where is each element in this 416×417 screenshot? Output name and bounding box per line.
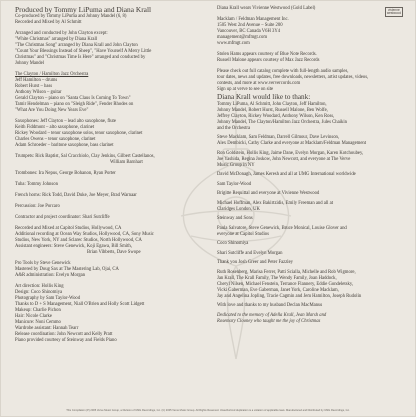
recording-line: Recorded and Mixed at Capitol Studios, Hollywood, CA bbox=[15, 226, 122, 232]
thanks-line: Shari Sutcliffe and Evelyn Morgan bbox=[217, 250, 283, 256]
arranged-line: "White Christmas" arranged by Diana Krall bbox=[15, 37, 98, 43]
thanks-line: Coco Shinomiya bbox=[217, 241, 249, 246]
arranged-line: Christmas" and "Christmas Time Is Here" arranged and conducted by bbox=[15, 55, 146, 61]
recording-line: Assistant engineers: Steve Genewick, Koji Egawa, Bill Smith, bbox=[15, 244, 132, 250]
thanks-line: Jan Krall, The Krall Family, The Wendy Family, Joan Haddock, bbox=[217, 275, 337, 281]
art-credit-line: Piano provided courtesy of Steinway and Fields Piano bbox=[15, 338, 117, 344]
thanks-line: Paula Salvatore, Steve Genewick, Bruce Monical, Louise Glover and bbox=[217, 225, 347, 231]
thanks-line: Steve Macklam, Sam Feldman, Darrell Gilmour, Dave Levinson, bbox=[217, 135, 340, 140]
thanks-line: Tommy LiPuma, Al Schmitt, John Clayton, Jeff Hamilton, bbox=[217, 101, 327, 107]
recording-line: Brian Vibberts, Dave Swope bbox=[87, 250, 141, 256]
thanks-line: Michael Hoffman, Alex Bakirtzidis, Emily Freeman and all at bbox=[217, 200, 334, 206]
thanks-line: Vicki Gaberman, Eve Gaberman, Janet York, Caroline Macklam, bbox=[217, 287, 339, 293]
contractor-line: Contractor and project coordinator: Shari Sutcliffe bbox=[15, 215, 110, 221]
verve-promo-line: Sign up at verve to see on site bbox=[217, 87, 274, 92]
vivienne-westwood-orb-icon: vivienne westwood bbox=[386, 7, 401, 15]
saxophones-line: Adam Schroeder – baritone saxophone, bass clarinet bbox=[15, 143, 114, 149]
percussion-line: Percussion: Joe Porcaro bbox=[15, 204, 60, 210]
french-horns-line: French horns: Rick Todd, David Duke, Joe Meyer, Brad Warnaar bbox=[15, 193, 137, 199]
dedication-line: Rosemary Clooney who taught me the joy of Christmas bbox=[217, 318, 321, 324]
credits-column bbox=[15, 6, 205, 344]
thanks-line: Cheryl Nilsen, Michael Fenstein, Terrance Flannery, Eddie Gondeletsky, bbox=[217, 281, 354, 287]
thanks-line: everyone at Capitol Studios bbox=[217, 231, 269, 237]
thanks-line: Steinway and Sons bbox=[217, 216, 253, 221]
arranged-line: "The Christmas Song" arranged by Diana Krall and John Clayton bbox=[15, 43, 138, 49]
ar-admin-line: A&R administration: Evelyn Morgan bbox=[15, 273, 86, 279]
orchestra-line: Anthony Wilson – guitar bbox=[15, 90, 62, 96]
verve-promo-line: contests, and more at www.ververcords.com bbox=[217, 81, 301, 86]
copyright-footer: This Compilation (P) 2005 Verve Music Group, a Division of UMG Recordings, Inc. (C) 2005 Verve Music Group. All Rights Reserved. Unauthorized duplication is a violation of applicable laws. Manufactured and Distributed by UMG Recordings, Inc. bbox=[66, 409, 350, 412]
thanks-line: Johnny Mandel, The Clayton/Hamilton Jazz Orchestra, Jules Chaikin bbox=[217, 119, 347, 125]
thanks-line: Johnny Mandel, Robert Hurst, Russell Malone, Ben Wolfe, bbox=[217, 107, 328, 113]
management-line: Vancouver, BC Canada V6H 3Y4 bbox=[217, 29, 281, 34]
saxophones-line: Keith Fiddmont – alto saxophone, clarinet bbox=[15, 125, 95, 131]
trombones-line: Trombones: Ira Nepus, George Bohanon, Ryan Porter bbox=[15, 171, 116, 177]
thanks-heading: Diana Krall would like to thank: bbox=[217, 93, 311, 101]
recording-line: Additional recording at Ocean Way Studios, Hollywood, CA, Sony Music bbox=[15, 232, 154, 238]
recorded-mixed-line: Recorded and Mixed by Al Schmitt bbox=[15, 20, 82, 26]
recording-line: Studios, New York, NY and Sclarec Studios, North Hollywood, CA bbox=[15, 238, 142, 244]
thanks-line: With love and thanks to my husband Declan MacManus bbox=[217, 303, 323, 308]
thanks-line: Brigitte Requittal and everyone at Vivienne Westwood bbox=[217, 191, 320, 196]
art-credit-line: Hair: Nicole Clarke bbox=[15, 314, 52, 320]
pro-tools-line: Pro Tools by Steve Genewick bbox=[15, 261, 71, 267]
verve-promo-line: Please check out full catalog complete with full-length audio samples, bbox=[217, 69, 349, 74]
art-credit-line: Makeup: Charlie Pichon bbox=[15, 308, 61, 314]
thanks-line: Ruth Rosenberg, Marisa Ferrer, Patti Scialla, Michelle and Rob Wigmore, bbox=[217, 269, 356, 275]
tuba-line: Tuba: Tommy Johnson bbox=[15, 182, 58, 188]
coproducer-line: Co-produced by Tommy LiPuma and Johnny Mandel (6, 8) bbox=[15, 14, 127, 20]
arranged-line: Arranged and conducted by John Clayton except: bbox=[15, 31, 108, 37]
thanks-line: Ron Goldstein, Hollis King, Jaime Dane, Evelyn Morgan, Karen Kotchoubey, bbox=[217, 150, 364, 156]
thanks-line: David McDonagh, James Keresh and all at UMG International worldwide bbox=[217, 172, 356, 177]
orchestra-line: "What Are You Doing New Years Eve" bbox=[15, 108, 89, 114]
mastered-line: Mastered by Doug Sax at The Mastering Lab, Ojai, CA bbox=[15, 267, 119, 273]
thanks-column bbox=[217, 6, 407, 325]
thanks-line: Joe Yashida, Regina Joskow, John Newcott, and everyone at The Verve bbox=[217, 156, 351, 162]
westwood-line: Diana Krall wears Vivienne Westwood (Gold Label) bbox=[217, 6, 316, 11]
art-credit-line: Art direction: Hollis King bbox=[15, 284, 64, 290]
arranged-line: Johnny Mandel bbox=[15, 61, 45, 67]
management-line: management@mfmgt.com bbox=[217, 35, 268, 40]
courtesy-line: Russell Malone appears courtesy of Max Jazz Records bbox=[217, 58, 320, 63]
management-line: Macklam / Feldman Management Inc. bbox=[217, 17, 289, 22]
trumpets-line: Trumpets: Rick Baptist, Sal Cracchiolo, Clay Jenkins, Gilbert Castellanos, bbox=[15, 154, 155, 160]
orchestra-line: Gerald Clayton – piano on "Santa Claus Is Coming To Town" bbox=[15, 96, 131, 102]
thanks-line: Sam Taylor-Wood bbox=[217, 181, 252, 187]
orchestra-line: Tamir Hendelman – piano on "Sleigh Ride", Fender Rhodes on bbox=[15, 102, 134, 108]
art-credit-line: Wardrobe assistant: Hannah Tearr bbox=[15, 326, 79, 332]
thanks-line: Alex Dembicki, Cathy Clarke and everyone at Macklam/Feldman Management bbox=[217, 141, 367, 146]
thanks-line: Jay and Angelina Jopling, Tracie Cagmin and Jem Hamilton, Joseph Rudolin bbox=[217, 293, 362, 299]
thanks-line: Jeffrey Clayton, Rickey Woodard, Anthony Wilson, Ken Ross, bbox=[217, 113, 335, 119]
thanks-line: Claridges London, UK bbox=[217, 206, 260, 212]
orchestra-line: Robert Hurst – bass bbox=[15, 84, 53, 90]
art-credit-line: Photography by Sam Taylor-Wood bbox=[15, 296, 81, 302]
orchestra-heading: The Clayton / Hamilton Jazz Orchestra bbox=[15, 72, 89, 78]
saxophones-line: Saxophones: Jeff Clayton – lead alto saxophone, flute bbox=[15, 119, 116, 125]
orchestra-line: Jeff Hamilton – drums bbox=[15, 78, 58, 84]
saxophones-line: Charles Owens – tenor saxophone, clarinet bbox=[15, 137, 96, 143]
trumpets-line: William Barnhart bbox=[110, 160, 143, 166]
thanks-line: Music Group in NY bbox=[217, 162, 255, 168]
verve-promo-line: tour dates, news and updates, free downloads, newsletters, artist updates, videos, bbox=[217, 75, 369, 80]
thanks-line: Thank you Josh Greer and Peter Fazzley bbox=[217, 260, 294, 265]
thanks-line: and the Orchestra bbox=[217, 125, 251, 131]
art-credit-line: Manicure: Noni Cemmo bbox=[15, 320, 61, 326]
management-line: 1505 West 2nd Avenue – Suite 200 bbox=[217, 23, 283, 28]
saxophones-line: Rickey Woodard – tenor saxophone solos, tenor saxophone, clarinet bbox=[15, 131, 143, 137]
art-credit-line: Release coordination: John Newcott and Kelly Pratt bbox=[15, 332, 113, 338]
producer-heading: Produced by Tommy LiPuma and Diana Krall bbox=[15, 5, 152, 14]
art-credit-line: Design: Coco Shinomiya bbox=[15, 290, 63, 296]
courtesy-line: Stolen Hams appears courtesy of Blue Note Records. bbox=[217, 52, 317, 57]
art-credit-line: Thanks to D + S Management, Niall O'Brien and Holly Scott Lidgett bbox=[15, 302, 145, 308]
management-line: www.mfmgt.com bbox=[217, 41, 250, 46]
arranged-line: "Count Your Blessings Instead of Sheep", "Have Yourself A Merry Little bbox=[15, 49, 152, 55]
dedication-line: Dedicated to the memory of Adella Krall, Jean Marsh and bbox=[217, 312, 327, 318]
